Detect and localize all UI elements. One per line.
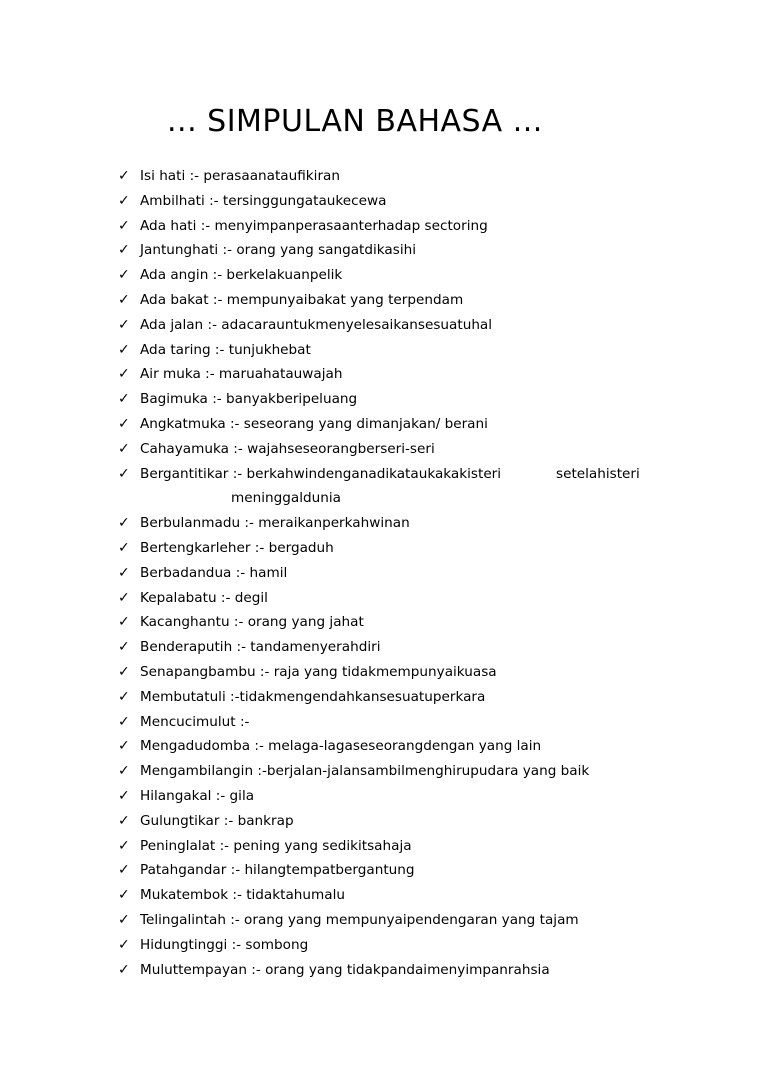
list-item	[0, 263, 768, 288]
item-text: Berbadandua :- hamil	[140, 564, 288, 581]
list-item	[0, 412, 768, 437]
list-item	[0, 462, 768, 512]
item-text: Ada taring :- tunjukhebat	[140, 341, 311, 358]
check-icon: ✓	[118, 961, 130, 978]
list-item	[0, 288, 768, 313]
item-text: Membutatuli :-tidakmengendahkansesuatuperkara	[140, 688, 486, 705]
check-icon: ✓	[118, 787, 130, 804]
check-icon: ✓	[118, 639, 130, 656]
list-item	[0, 586, 768, 611]
item-text: Kacanghantu :- orang yang jahat	[140, 614, 364, 631]
check-icon: ✓	[118, 316, 130, 333]
list-item	[0, 660, 768, 685]
item-text: Berbulanmadu :- meraikanperkahwinan	[140, 515, 410, 532]
item-text: Muluttempayan :- orang yang tidakpandaimenyimpanrahsia	[140, 961, 550, 978]
item-text: Angkatmuka :- seseorang yang dimanjakan/ berani	[140, 415, 488, 432]
check-icon: ✓	[118, 465, 130, 482]
check-icon: ✓	[118, 837, 130, 854]
item-text: Patahgandar :- hilangtempatbergantung	[140, 862, 415, 879]
check-icon: ✓	[118, 168, 130, 184]
item-text: Mukatembok :- tidaktahumalu	[140, 887, 345, 904]
item-text: Kepalabatu :- degil	[140, 589, 268, 606]
check-icon: ✓	[118, 713, 130, 730]
check-icon: ✓	[118, 242, 130, 259]
list-item	[0, 685, 768, 710]
list-item	[0, 238, 768, 263]
item-text: Mengambilangin :-berjalan-jalansambilmenghirupudara yang baik	[140, 763, 590, 780]
check-icon: ✓	[118, 763, 130, 780]
item-text: Telingalintah :- orang yang mempunyaipendengaran yang tajam	[140, 911, 579, 928]
check-icon: ✓	[118, 391, 130, 408]
check-icon: ✓	[118, 911, 130, 928]
item-text: Ada hati :- menyimpanperasaanterhadap sectoring	[140, 217, 488, 234]
list-item	[0, 958, 768, 983]
item-text: Benderaputih :- tandamenyerahdiri	[140, 639, 381, 656]
check-icon: ✓	[118, 862, 130, 879]
check-icon: ✓	[118, 217, 130, 234]
list-item	[0, 883, 768, 908]
list-item	[0, 313, 768, 338]
check-icon: ✓	[118, 291, 130, 308]
item-text: Hidungtinggi :- sombong	[140, 936, 309, 953]
list-item	[0, 759, 768, 784]
item-text: Jantunghati :- orang yang sangatdikasihi	[140, 242, 417, 259]
item-text: Isi hati :- perasaanataufikiran	[140, 168, 340, 184]
check-icon: ✓	[118, 539, 130, 556]
check-icon: ✓	[118, 812, 130, 829]
check-icon: ✓	[118, 614, 130, 631]
item-text: Hilangakal :- gila	[140, 787, 255, 804]
item-text: Bagimuka :- banyakberipeluang	[140, 391, 358, 408]
list-item	[0, 933, 768, 958]
list-item	[0, 189, 768, 214]
item-text: Gulungtikar :- bankrap	[140, 812, 294, 829]
list-item	[0, 734, 768, 759]
list-item	[0, 511, 768, 536]
item-text: Ada jalan :- adacarauntukmenyelesaikansesuatuhal	[140, 316, 493, 333]
list-item	[0, 635, 768, 660]
list-item	[0, 338, 768, 363]
list-item	[0, 536, 768, 561]
item-text-wrapped-line: meninggaldunia	[231, 490, 341, 507]
list-item	[0, 437, 768, 462]
check-icon: ✓	[118, 589, 130, 606]
list-item	[0, 809, 768, 834]
list-item	[0, 561, 768, 586]
item-text: Cahayamuka :- wajahseseorangberseri-seri	[140, 440, 435, 457]
item-text: Air muka :- maruahatauwajah	[140, 366, 343, 383]
item-text: Ada bakat :- mempunyaibakat yang terpendam	[140, 291, 464, 308]
item-text-continued: setelahisteri	[556, 465, 640, 482]
item-text: Peninglalat :- pening yang sedikitsahaja	[140, 837, 412, 854]
check-icon: ✓	[118, 564, 130, 581]
check-icon: ✓	[118, 515, 130, 532]
item-text: Bergantitikar :- berkahwindenganadikataukakakisteri	[140, 465, 502, 482]
item-text: Mencucimulut :-	[140, 713, 250, 730]
list-item	[0, 834, 768, 859]
check-icon: ✓	[118, 688, 130, 705]
check-icon: ✓	[118, 440, 130, 457]
item-text: Mengadudomba :- melaga-lagaseseorangdengan yang lain	[140, 738, 542, 755]
check-icon: ✓	[118, 936, 130, 953]
check-icon: ✓	[118, 341, 130, 358]
check-icon: ✓	[118, 415, 130, 432]
list-item	[0, 710, 768, 735]
check-icon: ✓	[118, 192, 130, 209]
list-item	[0, 610, 768, 635]
check-icon: ✓	[118, 663, 130, 680]
item-text: Ada angin :- berkelakuanpelik	[140, 267, 343, 284]
list-item	[0, 214, 768, 239]
list-item	[0, 164, 768, 189]
list-item	[0, 362, 768, 387]
item-text: Bertengkarleher :- bergaduh	[140, 539, 334, 556]
list-item	[0, 858, 768, 883]
list-item	[0, 387, 768, 412]
page-title: ... SIMPULAN BAHASA ...	[167, 104, 543, 139]
idiom-list	[0, 164, 768, 982]
item-text: Senapangbambu :- raja yang tidakmempunyaikuasa	[140, 663, 497, 680]
check-icon: ✓	[118, 366, 130, 383]
list-item	[0, 908, 768, 933]
check-icon: ✓	[118, 887, 130, 904]
check-icon: ✓	[118, 738, 130, 755]
item-text: Ambilhati :- tersinggungataukecewa	[140, 192, 387, 209]
list-item	[0, 784, 768, 809]
check-icon: ✓	[118, 267, 130, 284]
